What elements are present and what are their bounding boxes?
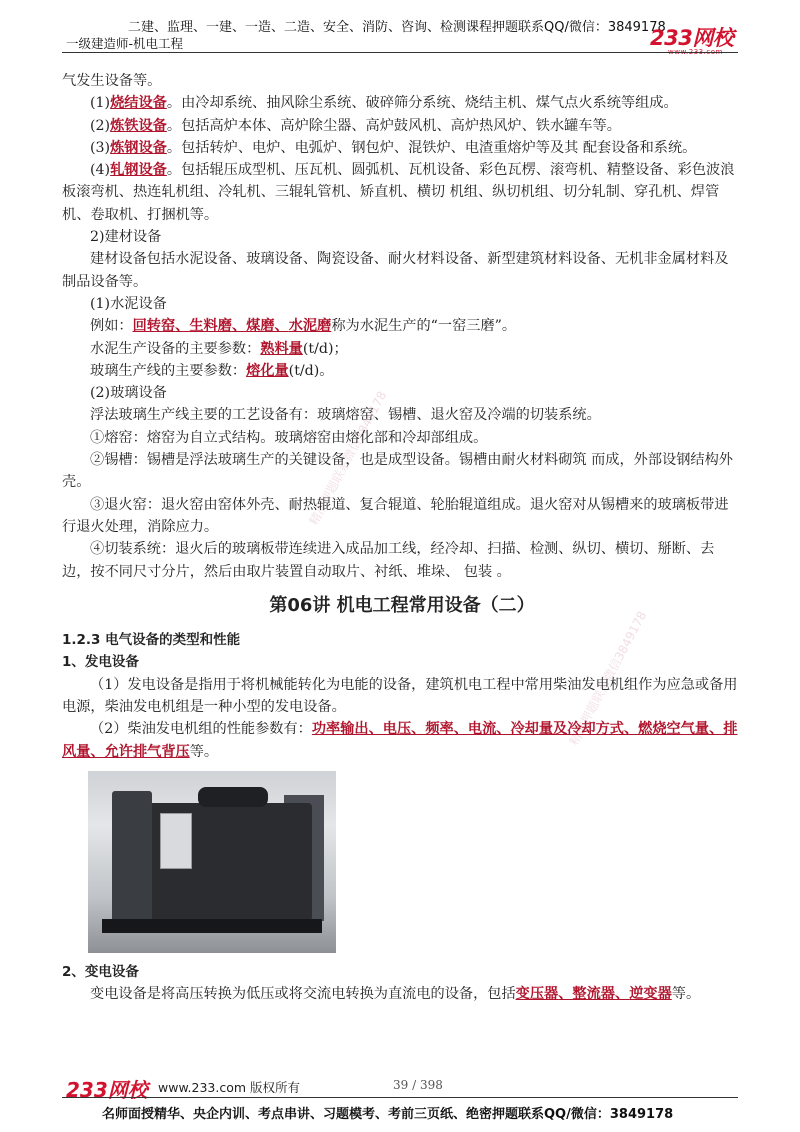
subsection-heading: 2、变电设备 xyxy=(62,963,139,980)
paragraph: 浮法玻璃生产线主要的工艺设备有：玻璃熔窑、锡槽、退火窑及冷端的切装系统。 xyxy=(90,407,601,424)
highlight-term: 功率输出、电压、频率、电流、冷却量及冷却方式、燃烧空气量、排风量、允许排气背压 xyxy=(62,721,738,760)
brand-logo xyxy=(650,22,733,56)
highlight-term: 变压器 xyxy=(515,986,559,1003)
highlight-term: 煤磨 xyxy=(246,318,275,335)
document-body xyxy=(62,70,742,1006)
paragraph: ③退火窑：退火窑由窑体外壳、耐热辊道、复合辊道、轮胎辊道组成。退火窑对从锡槽来的玻璃板带进行退火处理，消除应力。 xyxy=(62,496,729,535)
paragraph: ①熔窑：熔窑为自立式结构。玻璃熔窑由熔化部和冷却部组成。 xyxy=(90,429,488,446)
header-divider xyxy=(62,52,738,53)
generator-alternator xyxy=(112,791,152,923)
generator-exhaust xyxy=(198,787,268,807)
generator-base xyxy=(102,919,322,933)
highlight-term: 整流器 xyxy=(572,986,615,1003)
page-number: 39 / 398 xyxy=(393,1078,443,1092)
section-title: 第06讲 机电工程常用设备（二） xyxy=(269,594,535,616)
header-promo-line: 二建、监理、一建、一造、二造、安全、消防、咨询、检测课程押题联系QQ/微信：3849178 xyxy=(128,20,666,35)
highlight-term: 烧结设备 xyxy=(110,95,167,112)
paragraph: ④切装系统：退火后的玻璃板带连续进入成品加工线，经冷却、扫描、检测、纵切、横切、掰断、去边，按不同尺寸分片，然后由取片装置自动取片、衬纸、堆垛、 包装 。 xyxy=(62,541,715,580)
highlight-term: 回转窑 xyxy=(132,318,176,335)
highlight-term: 炼铁设备 xyxy=(110,117,167,134)
paragraph: (2)炼铁设备。包括高炉本体、高炉除尘器、高炉鼓风机、高炉热风炉、铁水罐车等。 xyxy=(90,117,621,134)
footer-divider xyxy=(62,1097,738,1098)
paragraph: （1）发电设备是指用于将机械能转化为电能的设备，建筑机电工程中常用柴油发电机组作为应急或备用电源，柴油发电机组是一种小型的发电设备。 xyxy=(62,676,738,716)
paragraph: ②锡槽：锡槽是浮法玻璃生产的关键设备，也是成型设备。锡槽由耐火材料砌筑 而成，外部设钢结构外壳。 xyxy=(62,452,733,491)
highlight-term: 熟料量 xyxy=(260,340,303,357)
paragraph: 水泥生产设备的主要参数：熟料量(t/d)； xyxy=(90,340,348,357)
highlight-term: 水泥磨 xyxy=(288,318,332,335)
paragraph: 玻璃生产线的主要参数：熔化量(t/d)。 xyxy=(90,362,334,379)
highlight-term: 逆变器 xyxy=(629,986,672,1003)
footer-logo: 233网校 xyxy=(66,1078,148,1102)
paragraph: 建材设备包括水泥设备、玻璃设备、陶瓷设备、耐火材料设备、新型建筑材料设备、无机非金属材料及制品设备等。 xyxy=(62,251,729,290)
paragraph: (1)水泥设备 xyxy=(90,295,167,312)
highlight-term: 熔化量 xyxy=(246,362,289,379)
generator-control-panel xyxy=(160,813,192,869)
highlight-term: 轧钢设备 xyxy=(110,162,167,179)
footer-copyright: www.233.com 版权所有 xyxy=(158,1080,300,1095)
subsection-heading: 1.2.3 电气设备的类型和性能 xyxy=(62,632,241,649)
paragraph: (4)轧钢设备。包括辊压成型机、压瓦机、圆弧机、瓦机设备、彩色瓦楞、滚弯机、精整设备、彩色波浪板滚弯机、热连轧机组、冷轧机、三辊轧管机、矫直机、横切 机组、纵切机组、切分轧制、穿孔机、焊管机、卷取机、打捆机等。 xyxy=(62,162,735,223)
paragraph: (2)玻璃设备 xyxy=(90,385,167,402)
paragraph: 2)建材设备 xyxy=(90,229,162,246)
paragraph: （2）柴油发电机组的性能参数有：功率输出、电压、频率、电流、冷却量及冷却方式、燃烧空气量、排风量、允许排气背压等。 xyxy=(62,721,738,760)
highlight-term: 生料磨 xyxy=(189,318,232,335)
diesel-generator-photo xyxy=(88,771,336,953)
paragraph: 变电设备是将高压转换为低压或将交流电转换为直流电的设备，包括变压器、整流器、逆变器等。 xyxy=(90,986,701,1003)
footer-promo-line: 名师面授精华、央企内训、考点串讲、习题模考、考前三页纸、绝密押题联系QQ/微信：3849178 xyxy=(102,1107,674,1122)
paragraph: (1)烧结设备。由冷却系统、抽风除尘系统、破碎筛分系统、烧结主机、煤气点火系统等组成。 xyxy=(90,95,678,112)
highlight-term: 炼钢设备 xyxy=(110,139,167,156)
paragraph: 气发生设备等。 xyxy=(62,73,162,89)
paragraph: (3)炼钢设备。包括转炉、电炉、电弧炉、钢包炉、混铁炉、电渣重熔炉等及其 配套设备和系统。 xyxy=(90,139,697,156)
brand-logo-text: 233网校 xyxy=(650,26,734,50)
paragraph: 例如：回转窑、生料磨、煤磨、水泥磨称为水泥生产的“一窑三磨”。 xyxy=(90,318,517,335)
header-subtitle: 一级建造师-机电工程 xyxy=(66,36,184,51)
brand-logo-url: www.233.com xyxy=(668,48,723,56)
watermark-2: 精准押题联系微信3849178 xyxy=(566,608,650,748)
watermark: 精准押题联系微信3849178 xyxy=(306,388,390,528)
subsection-heading: 1、发电设备 xyxy=(62,654,139,671)
